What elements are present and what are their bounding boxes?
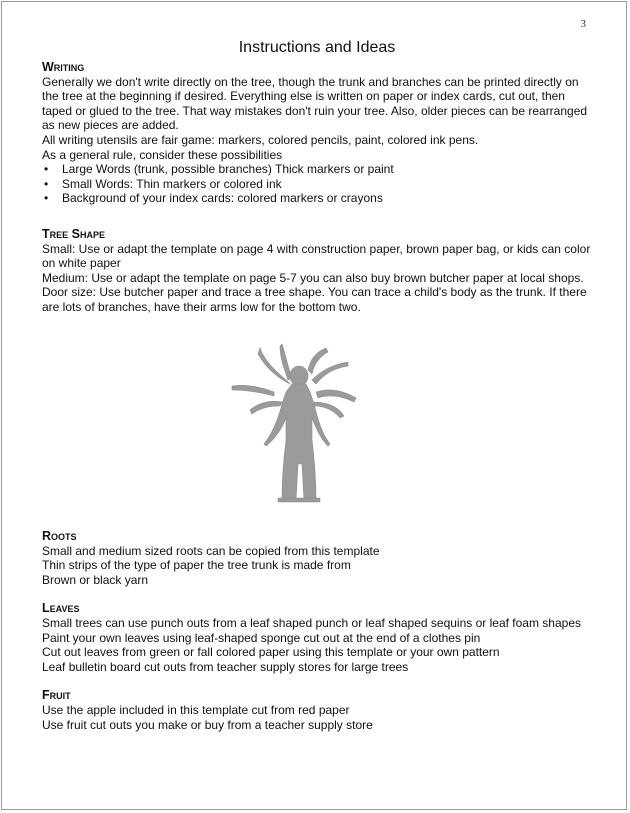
fruit-line: Use the apple included in this template cut from red paper <box>42 702 350 717</box>
child-silhouette-tree-icon <box>230 340 366 508</box>
leaves-line: Paint your own leaves using leaf-shaped sponge cut out at the end of a clothes pin <box>42 630 481 645</box>
section-heading-roots: Roots <box>42 529 77 543</box>
tree-shape-small: Small: Use or adapt the template on page 4 with construction paper, brown paper bag, or kids can color on white paper <box>42 241 591 271</box>
section-heading-tree-shape: Tree Shape <box>42 226 105 241</box>
section-heading-fruit: Fruit <box>42 688 71 703</box>
bullet-item: • Small Words: Thin markers or colored ink <box>42 177 598 192</box>
section-tree-shape <box>42 227 598 315</box>
section-heading-writing: Writing <box>42 60 85 74</box>
tree-shape-medium: Medium: Use or adapt the template on page 5-7 you can also buy brown butcher paper at local shops. <box>42 270 584 285</box>
leaves-line: Small trees can use punch outs from a leaf shaped punch or leaf shaped sequins or leaf foam shapes <box>42 615 581 630</box>
section-writing <box>42 60 598 206</box>
leaves-line: Cut out leaves from green or fall colored paper using this template or your own pattern <box>42 645 500 660</box>
writing-paragraph: Generally we don't write directly on the tree, though the trunk and branches can be printed directly on the tree at the beginning if desired. Everything else is written on paper or index cards, cut out, then taped or glued to the tree. That way mistakes don't ruin your tree. Also, older pieces can be rearranged as new pieces are added. <box>42 74 588 133</box>
section-fruit <box>42 688 598 732</box>
section-leaves <box>42 601 598 674</box>
lower-content <box>42 529 598 732</box>
writing-bullet-list <box>42 162 598 206</box>
section-heading-leaves: Leaves <box>42 601 80 616</box>
page-number: 3 <box>580 18 586 30</box>
fruit-line: Use fruit cut outs you make or buy from a teacher supply store <box>42 717 373 732</box>
bullet-item: • Large Words (trunk, possible branches) Thick markers or paint <box>42 162 598 177</box>
writing-utensils-line: All writing utensils are fair game: markers, colored pencils, paint, colored ink pens. <box>42 132 479 147</box>
writing-rule-line: As a general rule, consider these possibilities <box>42 147 283 162</box>
leaves-line: Leaf bulletin board cut outs from teacher supply stores for large trees <box>42 659 409 674</box>
section-roots <box>42 529 598 587</box>
roots-line: Brown or black yarn <box>42 572 149 587</box>
page-title: Instructions and Ideas <box>238 39 396 56</box>
tree-shape-door: Door size: Use butcher paper and trace a tree shape. You can trace a child's body as the trunk. If there are lots of branches, have their arms low for the bottom two. <box>42 285 587 314</box>
roots-line: Thin strips of the type of paper the tree trunk is made from <box>42 558 351 573</box>
bullet-item: • Background of your index cards: colored markers or crayons <box>42 191 598 206</box>
main-content <box>42 60 598 315</box>
document-page <box>1 1 627 810</box>
roots-line: Small and medium sized roots can be copied from this template <box>42 543 380 558</box>
